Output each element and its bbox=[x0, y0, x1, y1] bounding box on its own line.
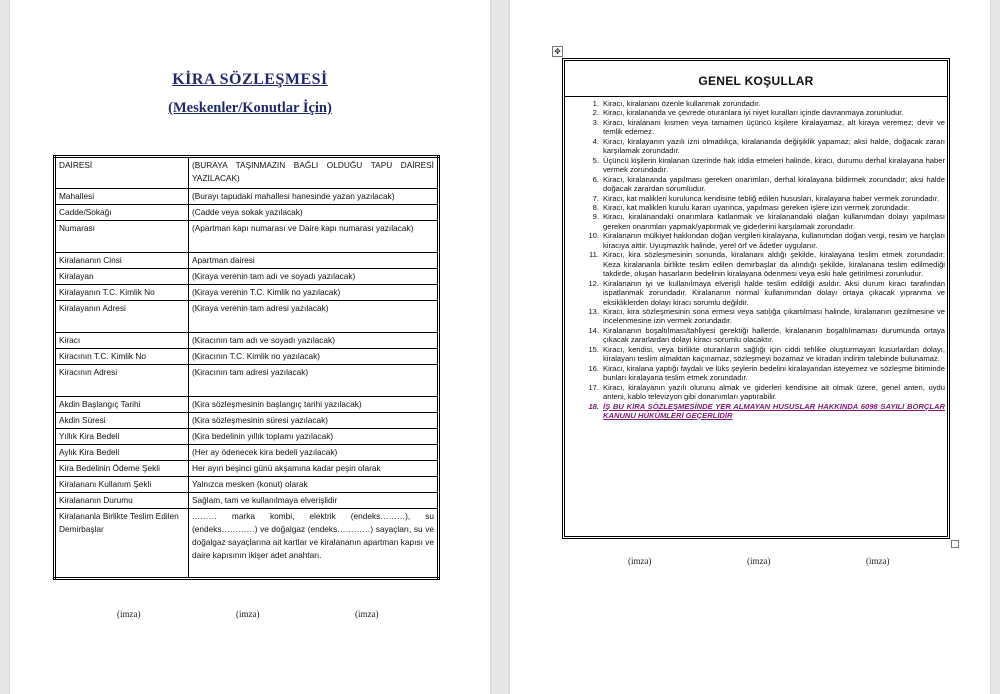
lease-info-table bbox=[53, 155, 440, 580]
term-number: 17. bbox=[588, 382, 599, 392]
signature-placeholder: (imza) bbox=[236, 609, 260, 619]
term-number: 7. bbox=[592, 193, 599, 203]
list-item bbox=[573, 203, 945, 212]
term-number: 5. bbox=[592, 155, 599, 165]
term-text: Kiracı, kira sözleşmesinin sona ermesi veya satılığa çıkartılması halinde, kiralananın gezilmesine ve incelenmesine izin vermek zorundadır. bbox=[603, 306, 945, 326]
table-row bbox=[55, 205, 439, 221]
document-page-2 bbox=[510, 0, 990, 694]
field-label: Aylık Kira Bedeli bbox=[55, 445, 189, 461]
list-item bbox=[573, 99, 945, 108]
field-label: Numarası bbox=[55, 221, 189, 253]
field-value[interactable]: (Kiracının T.C. Kimlik no yazılacak) bbox=[189, 349, 439, 365]
list-item bbox=[573, 118, 945, 137]
table-row bbox=[55, 269, 439, 285]
list-item bbox=[573, 231, 945, 250]
heading-divider bbox=[565, 96, 947, 97]
term-number: 8. bbox=[592, 202, 599, 212]
term-text: Kiracı, kiralananı özenle kullanmak zorundadır. bbox=[603, 99, 761, 108]
term-number: 13. bbox=[588, 306, 599, 316]
term-number: 12. bbox=[588, 278, 599, 288]
table-row bbox=[55, 157, 439, 189]
term-text: Kiracı, kiralana yaptığı faydalı ve lüks şeylerin bedelini kiralayandan isteyemez ve sözleşme bitiminde bunları kiralayana teslim etmek zorundadır. bbox=[603, 363, 945, 383]
list-item bbox=[573, 156, 945, 175]
field-label: Akdin Süresi bbox=[55, 413, 189, 429]
term-text: Kiracı, kiralanandaki onarımlara katlanmak ve kiralanandaki olağan kullanımdan dolayı yapılması gereken onarımları yapmak/yaptırmak ve giderlerini karşılamak zorundadır. bbox=[603, 212, 945, 231]
list-item bbox=[573, 307, 945, 326]
field-label: Kiralayan bbox=[55, 269, 189, 285]
term-text: Kiracı, kiralayanın yazılı izni olmadıkça, kiralananda değişiklik yapamaz; aksi halde, doğacak zararı karşılamak zorundadır. bbox=[603, 136, 945, 156]
field-label: Kiracının Adresi bbox=[55, 365, 189, 397]
table-row bbox=[55, 365, 439, 397]
table-row bbox=[55, 445, 439, 461]
signature-placeholder: (imza) bbox=[355, 609, 379, 619]
list-item bbox=[573, 383, 945, 402]
general-terms-heading: GENEL KOŞULLAR bbox=[698, 74, 814, 88]
term-number: 15. bbox=[588, 344, 599, 354]
field-label: Kiralananın Cinsi bbox=[55, 253, 189, 269]
document-page-1 bbox=[10, 0, 490, 694]
field-value[interactable]: (Her ay ödenecek kira bedeli yazılacak) bbox=[189, 445, 439, 461]
table-row bbox=[55, 333, 439, 349]
field-value[interactable]: Yalnızca mesken (konut) olarak bbox=[189, 477, 439, 493]
list-item bbox=[573, 108, 945, 117]
table-resize-handle[interactable] bbox=[951, 540, 959, 548]
general-terms-list bbox=[573, 99, 945, 420]
list-item bbox=[573, 345, 945, 364]
field-value[interactable]: (Kira bedelinin yıllık toplamı yazılacak) bbox=[189, 429, 439, 445]
term-number: 2. bbox=[592, 108, 599, 118]
field-value[interactable]: Her ayın beşinci günü akşamına kadar peşin olarak bbox=[189, 461, 439, 477]
term-number: 4. bbox=[592, 136, 599, 146]
general-terms-box bbox=[562, 58, 950, 539]
table-row bbox=[55, 285, 439, 301]
term-text: Kiracı, kendisi, veya birlikte oturanların sağlığı için ciddi tehlike oluşturmayan kusurlardan dolayı, kiralayanı teslim almaktan kaçınamaz, sözleşmeyi bozamaz ve kiradan indirim talebinde bulunamaz. bbox=[603, 344, 945, 364]
term-number: 1. bbox=[592, 99, 599, 108]
field-value[interactable]: (Kira sözleşmesinin süresi yazılacak) bbox=[189, 413, 439, 429]
table-row bbox=[55, 253, 439, 269]
list-item bbox=[573, 402, 945, 421]
field-value[interactable]: (Kiraya verenin tam adresi yazılacak) bbox=[189, 301, 439, 333]
table-row bbox=[55, 349, 439, 365]
table-row bbox=[55, 221, 439, 253]
term-number: 3. bbox=[592, 117, 599, 127]
term-number: 6. bbox=[592, 174, 599, 184]
list-item bbox=[573, 279, 945, 307]
term-text: Kiracı, kat malikleri kurulu kararı uyarınca, yapılması gereken işlere izin vermek zorundadır. bbox=[603, 202, 910, 212]
table-move-handle-icon[interactable]: ✥ bbox=[552, 46, 563, 57]
table-row bbox=[55, 397, 439, 413]
term-text: Kiracı, kiralananı kısmen veya tamamen üçüncü kişilere kiralayamaz, alt kiraya veremez; devir ve temlik edemez. bbox=[603, 117, 945, 137]
field-value[interactable]: (Kira sözleşmesinin başlangıç tarihi yazılacak) bbox=[189, 397, 439, 413]
table-row bbox=[55, 413, 439, 429]
field-value[interactable]: (Apartman kapı numarası ve Daire kapı numarası yazılacak) bbox=[189, 221, 439, 253]
field-label: Kiracının T.C. Kimlik No bbox=[55, 349, 189, 365]
term-text: Kiracı, kiralananda ve çevrede oturanlara iyi niyet kuralları içinde davranmaya zorunludur. bbox=[603, 108, 904, 118]
field-label: Kira Bedelinin Ödeme Şekli bbox=[55, 461, 189, 477]
table-row bbox=[55, 493, 439, 509]
field-value[interactable]: (Kiraya verenin tam adı ve soyadı yazılacak) bbox=[189, 269, 439, 285]
term-number: 11. bbox=[589, 250, 599, 260]
field-label: Kiralananla Birlikte Teslim Edilen Demirbaşlar bbox=[55, 509, 189, 579]
term-text: Kiracı, kiralananda yapılması gereken onarımları, derhal kiralayana bildirmek zorundadır; aksi halde doğacak zarardan sorumludur. bbox=[603, 174, 945, 194]
field-label: Cadde/Sokağı bbox=[55, 205, 189, 221]
list-item bbox=[573, 175, 945, 194]
field-value[interactable]: Apartman dairesi bbox=[189, 253, 439, 269]
field-label: DAİRESİ bbox=[55, 157, 189, 189]
term-number: 16. bbox=[588, 363, 599, 373]
term-number: 9. bbox=[592, 212, 599, 222]
term-text: Kiralananın mülkiyet hakkından doğan vergileri kiralayana, kullanımdan doğan vergi, resim ve harçları kiracıya aittir. Uyuşmazlık halinde, yerel örf ve âdetler uygulanır. bbox=[603, 231, 945, 250]
term-number: 14. bbox=[588, 325, 599, 335]
field-label: Kiracı bbox=[55, 333, 189, 349]
list-item bbox=[573, 250, 945, 278]
list-item bbox=[573, 137, 945, 156]
signature-placeholder: (imza) bbox=[866, 556, 890, 566]
table-row bbox=[55, 301, 439, 333]
field-value[interactable]: (BURAYA TAŞINMAZIN BAĞLI OLDUĞU TAPU DAİRESİ YAZILACAK) bbox=[189, 157, 439, 189]
table-row bbox=[55, 461, 439, 477]
field-label: Mahallesi bbox=[55, 189, 189, 205]
table-row bbox=[55, 189, 439, 205]
field-value[interactable]: ……… marka kombi, elektrik (endeks………), su (endeks…………) ve doğalgaz (endeks…………) sayaçları, su ve doğalgaz sayaçlarına ait kartlar ve kiralananın apartman kapısı ve daire kapısının ikişer adet anahtarı. bbox=[189, 509, 439, 579]
field-value[interactable]: (Burayı tapudaki mahallesi hanesinde yazan yazılacak) bbox=[189, 189, 439, 205]
field-value[interactable]: (Kiracının tam adresi yazılacak) bbox=[189, 365, 439, 397]
field-label: Kiralananı Kullanım Şekli bbox=[55, 477, 189, 493]
field-label: Kiralayanın T.C. Kimlik No bbox=[55, 285, 189, 301]
term-number: 18. bbox=[588, 401, 599, 411]
table-row bbox=[55, 429, 439, 445]
term-text: Kiracı, kira sözleşmesinin sonunda, kiralananı aldığı şekilde, kiralayana teslim etmek zorundadır: Keza kiralananla birlikte teslim edilen demirbaşlar da alındığı şekilde, kiralanana teslim edilmediği takdirde, oluşan hasarların bedelinin kiralayana ödenmesi veya eski hale getirilmesi zorunludur. bbox=[603, 250, 945, 279]
list-item bbox=[573, 212, 945, 231]
field-label: Akdin Başlangıç Tarihi bbox=[55, 397, 189, 413]
field-value[interactable]: (Cadde veya sokak yazılacak) bbox=[189, 205, 439, 221]
field-value[interactable]: (Kiracının tam adı ve soyadı yazılacak) bbox=[189, 333, 439, 349]
term-text: Üçüncü kişilerin kiralanan üzerinde hak iddia etmeleri halinde, kiracı, durumu derhal kiralayana haber vermek zorundadır. bbox=[603, 155, 945, 175]
signature-placeholder: (imza) bbox=[117, 609, 141, 619]
field-label: Yıllık Kira Bedeli bbox=[55, 429, 189, 445]
term-text: Kiracı, kat malikleri kurulunca kendisine tebliğ edilen hususları, kiralayana haber vermek zorundadır. bbox=[603, 193, 939, 203]
field-value[interactable]: (Kiraya verenin T.C. Kimlik no yazılacak) bbox=[189, 285, 439, 301]
field-label: Kiralananın Durumu bbox=[55, 493, 189, 509]
signature-placeholder: (imza) bbox=[747, 556, 771, 566]
field-value[interactable]: Sağlam, tam ve kullanılmaya elverişlidir bbox=[189, 493, 439, 509]
signature-placeholder: (imza) bbox=[628, 556, 652, 566]
term-text: Kiralananın boşaltılması/tahliyesi gerektiği hallerde, kiralananın boşaltılmaması durumunda ortaya çıkacak zararlardan dolayı kiracı sorumlu olacaktır. bbox=[603, 325, 945, 345]
field-label: Kiralayanın Adresi bbox=[55, 301, 189, 333]
document-title: KİRA SÖZLEŞMESİ bbox=[172, 71, 328, 88]
term-number: 10. bbox=[588, 231, 599, 241]
list-item bbox=[573, 326, 945, 345]
table-row bbox=[55, 477, 439, 493]
list-item bbox=[573, 364, 945, 383]
list-item bbox=[573, 194, 945, 203]
document-subtitle: (Meskenler/Konutlar İçin) bbox=[168, 100, 332, 116]
table-row bbox=[55, 509, 439, 579]
term-text: Kiracı, kiralayanın yazılı olurunu almak ve giderleri kendisine ait olmak üzere, genel anten, uydu anteni, kablo televizyon gibi donanımları yaptırabilir. bbox=[603, 382, 945, 402]
term-text: İŞ BU KİRA SÖZLEŞMESİNDE YER ALMAYAN HUSUSLAR HAKKINDA 6098 SAYILI BORÇLAR KANUNU HÜKÜMLERİ GEÇERLİDİR bbox=[603, 401, 945, 420]
term-text: Kiralananın iyi ve kullanılmaya elverişli halde teslim edildiği asıldır. Aksi durum kiracı tarafından ispatlanmak zorundadır. Kiralananın normal kullanımından dolayı ortaya çıkacak yıpranma ve eksikliklerden dolayı kiracı sorumlu değildir. bbox=[603, 278, 945, 307]
